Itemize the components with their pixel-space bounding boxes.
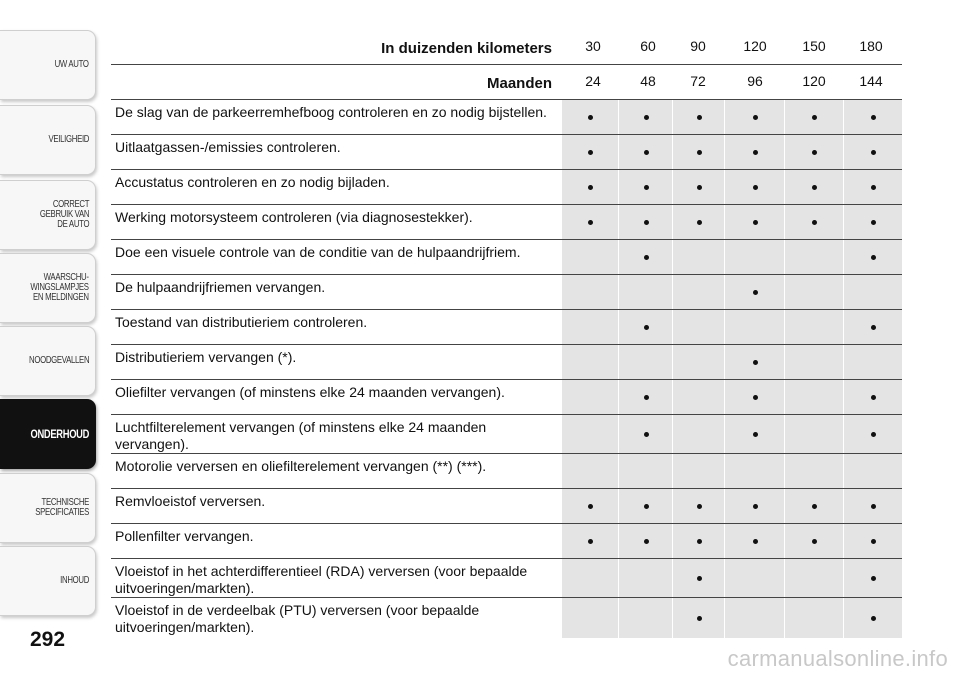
header-months-value: 24 [585,73,601,89]
interval-cell [784,275,843,309]
interval-cell [724,135,784,169]
interval-cell [724,275,784,309]
interval-cell [672,415,724,453]
scheduled-dot [697,150,702,155]
scheduled-dot [697,504,702,509]
interval-cell [618,524,672,558]
scheduled-dot [644,325,649,330]
interval-cell [672,100,724,134]
interval-cell [672,380,724,414]
interval-cell [672,310,724,344]
interval-cell [618,345,672,379]
table-row [111,274,902,309]
interval-cell [672,559,724,597]
table-row [111,309,902,344]
page-number: 292 [30,628,66,651]
scheduled-dot [644,255,649,260]
table-row [111,379,902,414]
maintenance-task: Motorolie verversen en oliefilterelement vervangen (**) (***). [115,458,487,474]
scheduled-dot [871,576,876,581]
header-months-value: 120 [802,73,826,89]
table-row [111,239,902,274]
scheduled-dot [644,539,649,544]
interval-cell [784,135,843,169]
scheduled-dot [812,150,817,155]
scheduled-dot [812,539,817,544]
tab-label: WAARSCHU- WINGSLAMPJES EN MELDINGEN [30,272,89,303]
interval-cell [562,380,618,414]
interval-cell [562,170,618,204]
interval-cell [618,205,672,239]
header-label-kilometers: In duizenden kilometers [381,40,552,57]
interval-cell [618,275,672,309]
scheduled-dot [871,395,876,400]
maintenance-task: Toestand van distributieriem controleren. [115,314,368,330]
interval-cell [843,345,902,379]
tab-label: ONDERHOUD [30,427,89,441]
tab-label: INHOUD [60,575,89,586]
watermark: carmanualsonline.info [727,646,948,671]
interval-cell [784,454,843,488]
scheduled-dot [644,432,649,437]
header-km-value: 90 [690,38,706,54]
header-row-kilometers [111,30,902,65]
interval-cell [562,415,618,453]
scheduled-dot [753,150,758,155]
interval-cell [672,598,724,638]
scheduled-dot [871,220,876,225]
interval-cell [843,310,902,344]
interval-cell [843,454,902,488]
scheduled-dot [753,220,758,225]
interval-cell [618,100,672,134]
interval-cell [724,380,784,414]
header-months-value: 144 [859,73,883,89]
header-months-value: 96 [747,73,763,89]
interval-cell [724,559,784,597]
maintenance-task: Vloeistof in het achterdifferentieel (RDA) verversen (voor bepaalde uitvoeringen/markten). [115,563,528,596]
scheduled-dot [753,539,758,544]
scheduled-dot [871,616,876,621]
interval-cell [724,170,784,204]
interval-cell [784,380,843,414]
scheduled-dot [871,432,876,437]
tab-label: NOODGEVALLEN [28,355,89,366]
table-row [111,558,902,597]
table-row [111,344,902,379]
scheduled-dot [644,395,649,400]
scheduled-dot [812,504,817,509]
interval-cell [618,240,672,274]
maintenance-task: Luchtfilterelement vervangen (of minstens elke 24 maanden vervangen). [115,419,487,452]
interval-cell [672,205,724,239]
interval-cell [843,240,902,274]
interval-cell [618,454,672,488]
interval-cell [724,454,784,488]
interval-cell [784,489,843,523]
interval-cell [843,489,902,523]
header-km-value: 60 [640,38,656,54]
scheduled-dot [588,539,593,544]
table-row [111,488,902,523]
interval-cell [724,205,784,239]
interval-cell [843,524,902,558]
maintenance-task: Accustatus controleren en zo nodig bijladen. [115,174,390,190]
maintenance-task: Pollenfilter vervangen. [115,528,254,544]
interval-cell [784,240,843,274]
scheduled-dot [753,504,758,509]
tab-technische-specificaties[interactable] [0,473,96,543]
scheduled-dot [871,255,876,260]
interval-cell [562,100,618,134]
interval-cell [618,415,672,453]
scheduled-dot [871,539,876,544]
maintenance-task: De hulpaandrijfriemen vervangen. [115,279,326,295]
scheduled-dot [753,432,758,437]
scheduled-dot [697,616,702,621]
maintenance-task: Oliefilter vervangen (of minstens elke 24 maanden vervangen). [115,384,505,400]
header-km-value: 150 [802,38,826,54]
tab-uw-auto[interactable] [0,30,96,100]
interval-cell [618,489,672,523]
interval-cell [784,100,843,134]
maintenance-task: Doe een visuele controle van de conditie van de hulpaandrijfriem. [115,244,521,260]
interval-cell [618,170,672,204]
header-row-months [111,65,902,99]
scheduled-dot [697,220,702,225]
tab-waarschuwingslampjes[interactable] [0,253,96,323]
table-row [111,453,902,488]
interval-cell [724,524,784,558]
interval-cell [562,524,618,558]
interval-cell [843,170,902,204]
interval-cell [784,170,843,204]
interval-cell [843,135,902,169]
scheduled-dot [588,150,593,155]
interval-cell [784,559,843,597]
table-body [111,99,902,638]
interval-cell [672,524,724,558]
interval-cell [843,598,902,638]
interval-cell [618,559,672,597]
scheduled-dot [753,185,758,190]
interval-cell [562,598,618,638]
interval-cell [843,415,902,453]
table-row [111,597,902,638]
interval-cell [724,345,784,379]
scheduled-dot [644,504,649,509]
interval-cell [784,205,843,239]
interval-cell [843,380,902,414]
header-months-value: 48 [640,73,656,89]
interval-cell [618,310,672,344]
scheduled-dot [871,150,876,155]
scheduled-dot [588,115,593,120]
scheduled-dot [871,504,876,509]
interval-cell [843,205,902,239]
header-km-value: 30 [585,38,601,54]
tab-label: TECHNISCHE SPECIFICATIES [35,497,89,518]
interval-cell [562,275,618,309]
scheduled-dot [871,115,876,120]
tab-label: CORRECT GEBRUIK VAN DE AUTO [39,199,89,230]
tab-onderhoud[interactable] [0,399,96,469]
scheduled-dot [644,220,649,225]
tab-inhoud[interactable] [0,546,96,616]
scheduled-dot [644,150,649,155]
maintenance-task: Distributieriem vervangen (*). [115,349,297,365]
scheduled-dot [812,185,817,190]
header-km-value: 120 [743,38,767,54]
scheduled-dot [697,576,702,581]
maintenance-task: Vloeistof in de verdeelbak (PTU) verversen (voor bepaalde uitvoeringen/markten). [115,602,480,635]
interval-cell [562,559,618,597]
interval-cell [724,310,784,344]
scheduled-dot [812,220,817,225]
interval-cell [843,100,902,134]
interval-cell [724,240,784,274]
maintenance-task: Uitlaatgassen-/emissies controleren. [115,139,341,155]
header-label-months: Maanden [486,75,552,92]
interval-cell [672,240,724,274]
table-row [111,414,902,453]
interval-cell [562,454,618,488]
scheduled-dot [812,115,817,120]
interval-cell [784,524,843,558]
scheduled-dot [697,185,702,190]
interval-cell [784,345,843,379]
interval-cell [843,559,902,597]
table-row [111,169,902,204]
interval-cell [672,135,724,169]
scheduled-dot [588,504,593,509]
maintenance-table [111,30,902,638]
interval-cell [562,205,618,239]
scheduled-dot [753,290,758,295]
interval-cell [672,345,724,379]
maintenance-task: Werking motorsysteem controleren (via diagnosestekker). [115,209,473,225]
scheduled-dot [753,115,758,120]
tab-label: UW AUTO [54,59,89,70]
interval-cell [724,415,784,453]
table-row [111,99,902,134]
scheduled-dot [697,539,702,544]
scheduled-dot [697,115,702,120]
scheduled-dot [644,185,649,190]
interval-cell [784,310,843,344]
table-row [111,523,902,558]
interval-cell [562,489,618,523]
interval-cell [784,415,843,453]
interval-cell [562,135,618,169]
table-row [111,204,902,239]
tab-noodgevallen[interactable] [0,326,96,396]
scheduled-dot [871,185,876,190]
interval-cell [562,310,618,344]
maintenance-task: Remvloeistof verversen. [115,493,266,509]
interval-cell [562,345,618,379]
interval-cell [672,170,724,204]
interval-cell [672,489,724,523]
scheduled-dot [588,185,593,190]
interval-cell [618,135,672,169]
table-row [111,134,902,169]
scheduled-dot [753,395,758,400]
scheduled-dot [644,115,649,120]
interval-cell [724,598,784,638]
interval-cell [843,275,902,309]
tab-veiligheid[interactable] [0,105,96,175]
interval-cell [618,380,672,414]
interval-cell [672,454,724,488]
interval-cell [784,598,843,638]
tab-label: VEILIGHEID [48,134,89,145]
interval-cell [562,240,618,274]
scheduled-dot [871,325,876,330]
maintenance-task: De slag van de parkeerremhefboog controleren en zo nodig bijstellen. [115,104,547,120]
header-km-value: 180 [859,38,883,54]
interval-cell [724,489,784,523]
interval-cell [618,598,672,638]
header-months-value: 72 [690,73,706,89]
interval-cell [724,100,784,134]
scheduled-dot [588,220,593,225]
tab-correct-gebruik[interactable] [0,180,96,250]
interval-cell [672,275,724,309]
scheduled-dot [753,360,758,365]
